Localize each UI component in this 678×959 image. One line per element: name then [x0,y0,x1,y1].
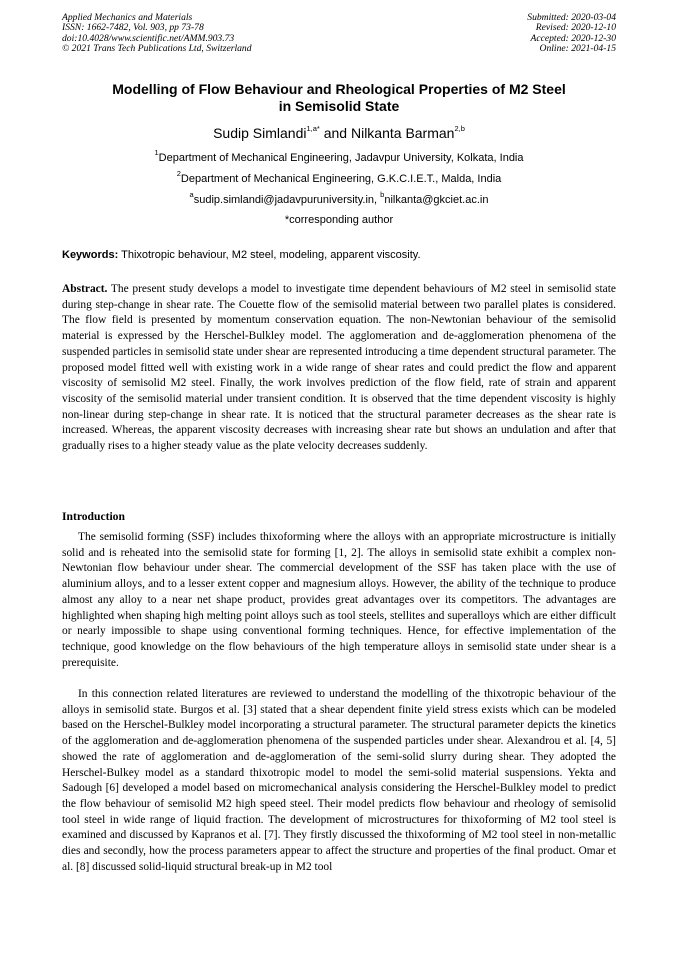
affiliation-1 [62,148,616,165]
accepted-date: Accepted: 2020-12-30 [530,32,616,44]
introduction-paragraph-2: In this connection related literatures are reviewed to understand the modelling of the thixotropic behaviour of the alloys in semisolid state. Burgos et al. [3] stated that a shear dependent finite yield stress exists which can be modeled based on the Herschel-Bulkley model incorporating a structural parameter. The structural parameter depicts the kinetics of the agglomeration and de-agglomeration phenomena of the suspended particles under shear. Alexandrou et al. [4, 5] showed the rate of agglomeration and de-agglomeration of the semi-solid slurry during shear. They adopted the Herschel-Bulkey model as a standard thixotropic model to model the semi-solid material suspensions. Yekta and Sadough [6] developed a model based on micromechanical analysis considering the Herschel-Bulkley model to predict the flow behaviour of semisolid M2 high speed steel. Their model predicts flow behaviour and rheology of semisolid tool steel in wide range of liquid fraction. The development of microstructures for thixoforming of M2 tool steel is examined and discussed by Kapranos et al. [7]. They firstly discussed the thixoforming of M2 tool steel in non-metallic dies and secondly, how the process parameters appear to affect the structure and properties of the final product. Omar et al. [8] discussed solid-liquid structural break-up in M2 tool [62,688,616,873]
affiliation-1-text: Department of Mechanical Engineering, Jadavpur University, Kolkata, India [158,152,524,164]
affiliation-2-text: Department of Mechanical Engineering, G.K.C.I.E.T., Malda, India [180,173,502,185]
email-a-marker: a [189,190,194,200]
issn-volume-pages: ISSN: 1662-7482, Vol. 903, pp 73-78 [62,22,204,34]
journal-name: Applied Mechanics and Materials [62,12,193,23]
journal-info [62,13,252,55]
email-b-marker: b [380,190,385,200]
abstract-text: The present study develops a model to investigate time dependent behaviours of M2 steel in semisolid state during step-change in shear rate. The Couette flow of the semisolid material between two parallel plates is considered. The flow field is presented by momentum conservation equation. The non-Newtonian behaviour of the semisolid material is expressed by the Herschel-Bulkley model. The agglomeration and de-agglomeration phenomena of the suspended particles in semisolid state under shear are represented introducing a time dependent structural parameter. The proposed model fitted well with existing work in a wide range of shear rates and could predict the flow and apparent viscosity of semisolid M2 steel. Finally, the work involves prediction of the flow field, rate of strain and apparent viscosity of the semisolid material under transient condition. It is observed that the time dependent viscosity is highly non-linear during step-change in shear rate. It is noticed that the structural parameter decreases as the shear rate is increased. Whereas, the apparent viscosity decreases with increasing shear rate but shows an undulation and after that gradually rises to a higher steady value as the plate velocity decreases suddenly. [62,283,616,453]
affiliation-1-marker: 1 [154,148,159,158]
author-2: Nilkanta Barman [350,125,455,141]
keywords-label: Keywords: [62,249,119,261]
author-conjunction: and [319,125,351,141]
email-b[interactable]: nilkanta@gkciet.ac.in [384,194,489,206]
title-line-1: Modelling of Flow Behaviour and Rheological Properties of M2 Steel [112,81,566,97]
revised-date: Revised: 2020-12-10 [535,22,616,34]
author-2-marker: 2,b [454,124,465,134]
corresponding-author-note: *corresponding author [284,214,394,226]
doi: doi:10.4028/www.scientific.net/AMM.903.73 [62,32,235,44]
abstract [62,282,616,455]
submitted-date: Submitted: 2020-03-04 [527,12,616,23]
title-line-2: in Semisolid State [278,98,400,114]
author-1-marker: 1,a* [306,124,320,134]
author-1: Sudip Simlandi [213,125,307,141]
paper-title [62,81,616,115]
keywords [62,249,616,262]
affiliation-2 [62,169,616,186]
introduction-paragraph-1: The semisolid forming (SSF) includes thixoforming where the alloys with an appropriate microstructure is initially solid and is reheated into the semisolid state for forming [1, 2]. The alloys in semisolid state exhibit a complex non-Newtonian flow behaviour under shear. The commercial development of the SSF has taken place with the use of aluminium alloys, and to a lesser extent copper and magnesium alloys. However, the ability of the technique to produce almost any alloy to a near net shape product, provides great advantages over its competitors. The advantages are highlighted when shaping high melting point alloys such as tool steels, stellites and superalloys which are either difficult or nearly impossible to shape using conventional forming techniques. Hence, for effective implementation of the technique, good knowledge on the flow behaviours of the high temperature alloys in semisolid state under shear is a prerequisite. [62,531,616,669]
author-emails [62,190,616,207]
author-list [62,124,616,142]
copyright: © 2021 Trans Tech Publications Ltd, Switzerland [62,43,252,55]
online-date: Online: 2021-04-15 [539,43,616,55]
abstract-label: Abstract. [62,283,108,295]
keywords-text: Thixotropic behaviour, M2 steel, modeling, apparent viscosity. [118,249,421,261]
introduction-heading: Introduction [62,510,125,523]
publication-dates [527,13,616,55]
affiliation-2-marker: 2 [176,169,181,179]
email-a[interactable]: sudip.simlandi@jadavpuruniversity.in, [193,194,381,206]
